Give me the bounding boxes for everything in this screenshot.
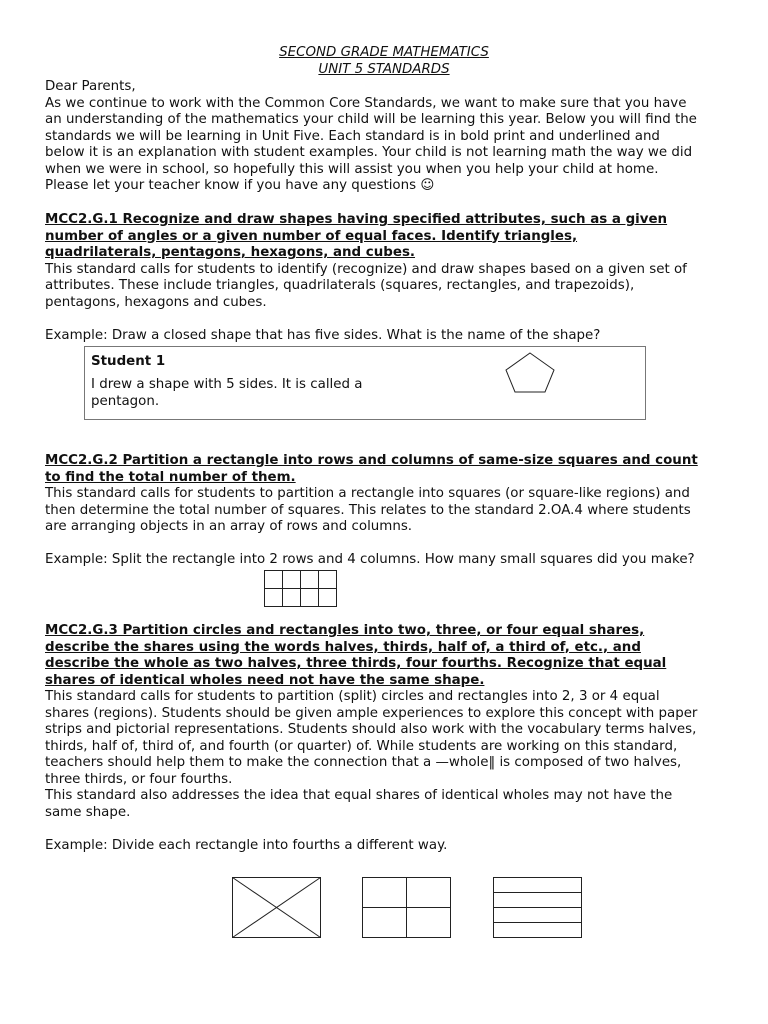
standard-heading: to find the total number of them. (45, 469, 296, 485)
standard-heading: MCC2.G.3 Partition circles and rectangles into two, three, or four equal shares, (45, 623, 645, 638)
standard-body-line: This standard calls for students to partition a rectangle into squares (or square-like regions) and (45, 486, 690, 501)
standard-body-line: thirds, half of, third of, and fourth (or quarter) of. While students are working on this standard, (45, 738, 678, 754)
standard-body-line: are arranging objects in an array of rows and columns. (45, 519, 413, 534)
standard-heading: describe the whole as two halves, three thirds, four fourths. Recognize that equal (45, 656, 667, 671)
standard-g2 (45, 453, 735, 569)
page-subtitle: UNIT 5 STANDARDS (318, 62, 450, 77)
standard-heading: quadrilaterals, pentagons, hexagons, and cubes. (45, 245, 416, 260)
standard-body-line: three thirds, or four fourths. (45, 771, 233, 787)
example-prompt: Example: Split the rectangle into 2 rows and 4 columns. How many small squares did you make? (45, 552, 695, 567)
standard-body-line: same shape. (45, 804, 131, 820)
student-answer-box (84, 346, 646, 420)
student-answer: I drew a shape with 5 sides. It is called a pentagon. (91, 377, 363, 409)
standard-body-line: This standard calls for students to partition (split) circles and rectangles into 2, 3 or 4 equal (45, 689, 660, 704)
standard-body-line: strips and pictorial representations. Students should also work with the vocabulary terms halves, (45, 722, 697, 737)
standard-body-line: pentagons, hexagons and cubes. (45, 294, 267, 310)
intro-line: Please let your teacher know if you have any questions ☺ (45, 178, 435, 193)
rectangle-grid-2x4 (264, 570, 338, 608)
page-title: SECOND GRADE MATHEMATICS (279, 45, 489, 60)
intro-line: when we were in school, so hopefully this will assist you when you help your child at home. (45, 161, 659, 177)
standard-heading: MCC2.G.1 Recognize and draw shapes having specified attributes, such as a given (45, 212, 668, 227)
standard-g3 (45, 623, 735, 854)
standard-body-line: shares (regions). Students should be given ample experiences to explore this concept with paper (45, 705, 698, 721)
standard-heading: number of angles or a given number of equal faces. Identify triangles, (45, 228, 578, 244)
intro-line: As we continue to work with the Common Core Standards, we want to make sure that you have (45, 95, 687, 111)
student-label: Student 1 (91, 354, 166, 369)
standard-g1 (45, 212, 735, 344)
standard-heading: shares of identical wholes need not have the same shape. (45, 672, 485, 688)
standard-body-line: attributes. These include triangles, quadrilaterals (squares, rectangles, and trapezoids), (45, 278, 635, 293)
standard-heading: describe the shares using the words halves, thirds, half of, a third of, etc., and (45, 639, 641, 655)
standard-heading: MCC2.G.2 Partition a rectangle into rows and columns of same-size squares and count (45, 453, 698, 468)
standard-body-line: This standard also addresses the idea that equal shares of identical wholes may not have the (45, 788, 673, 803)
standard-body-line: teachers should help them to make the connection that a —whole‖ is composed of two halves, (45, 755, 682, 770)
rectangle-fourths-diagonals (232, 877, 322, 939)
intro-letter (45, 79, 735, 195)
intro-line: standards we will be learning in Unit Five. Each standard is in bold print and underlined and (45, 128, 660, 144)
example-prompt: Example: Divide each rectangle into fourths a different way. (45, 837, 448, 853)
greeting: Dear Parents, (45, 79, 136, 94)
example-prompt: Example: Draw a closed shape that has five sides. What is the name of the shape? (45, 327, 601, 343)
intro-line: below it is an explanation with student examples. Your child is not learning math the way we did (45, 145, 693, 160)
rectangle-fourths-quadrants (362, 877, 452, 939)
intro-line: an understanding of the mathematics your child will be learning this year. Below you will find the (45, 112, 697, 127)
standard-body-line: then determine the total number of squares. This relates to the standard 2.OA.4 where students (45, 502, 691, 518)
rectangle-fourths-strips (493, 877, 583, 939)
standard-body-line: This standard calls for students to identify (recognize) and draw shapes based on a given set of (45, 261, 687, 277)
pentagon-drawing (505, 352, 557, 394)
